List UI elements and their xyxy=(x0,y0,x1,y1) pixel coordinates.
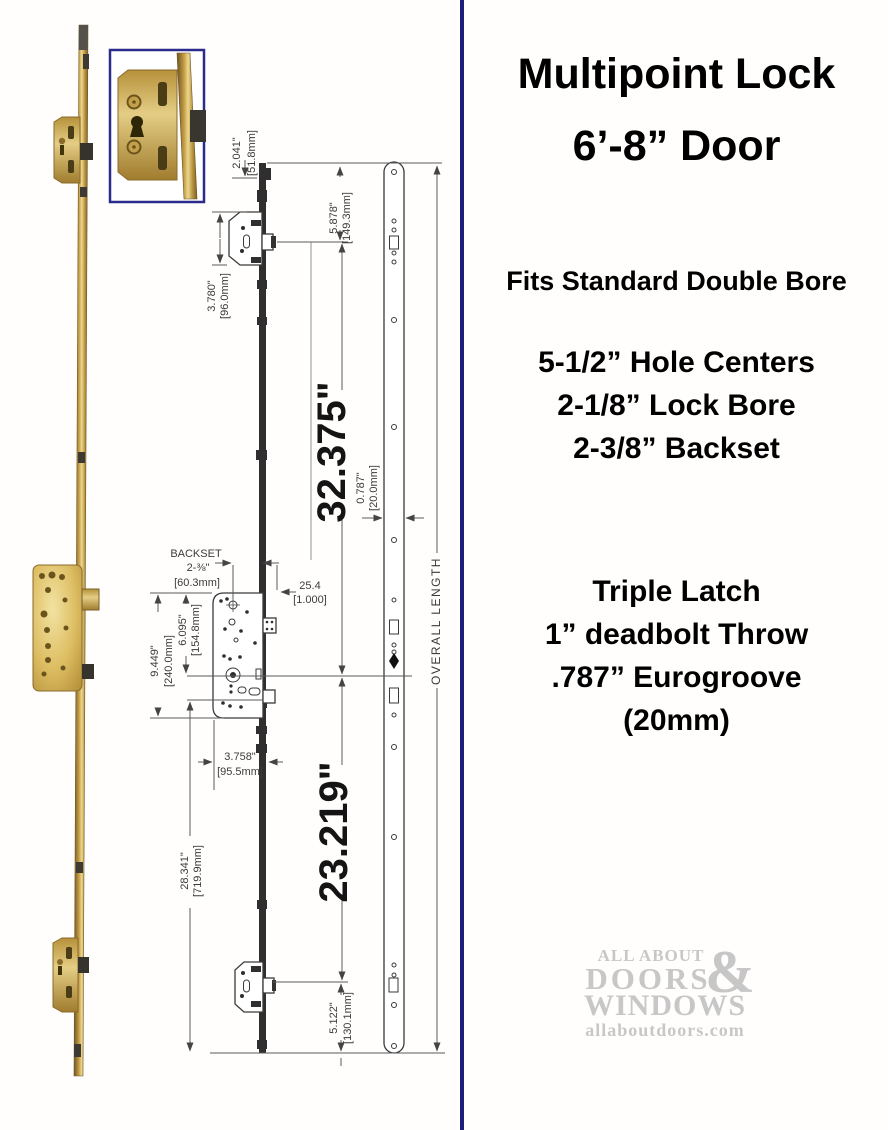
svg-text:0.787": 0.787" xyxy=(355,472,367,504)
spec-lock-bore: 2-1/8” Lock Bore xyxy=(557,389,796,422)
svg-text:[60.3mm]: [60.3mm] xyxy=(174,577,220,589)
logo-all-about: ALL ABOUT xyxy=(597,946,705,965)
svg-text:[51.8mm]: [51.8mm] xyxy=(246,130,258,176)
logo-url: allaboutdoors.com xyxy=(585,1020,745,1040)
photo-center-latch-bolt xyxy=(82,664,94,679)
gearbox-deadbolt-drawing xyxy=(263,690,275,703)
svg-text:28.341": 28.341" xyxy=(179,852,191,890)
svg-text:23.219": 23.219" xyxy=(312,761,356,903)
feature-deadbolt-throw: 1” deadbolt Throw xyxy=(544,618,809,651)
svg-text:5.878": 5.878" xyxy=(328,202,340,234)
logo-doors: DOORS xyxy=(585,961,711,996)
dim-2041 xyxy=(231,130,258,178)
svg-text:5.122": 5.122" xyxy=(328,1002,340,1034)
svg-text:9.449": 9.449" xyxy=(149,645,161,677)
svg-text:[20.0mm]: [20.0mm] xyxy=(368,465,380,511)
dim-32375 xyxy=(310,244,354,674)
svg-text:[719.9mm]: [719.9mm] xyxy=(192,845,204,897)
svg-text:[96.0mm]: [96.0mm] xyxy=(219,273,231,319)
gearbox-drawing xyxy=(213,593,276,718)
svg-text:3.780": 3.780" xyxy=(206,280,218,312)
feature-eurogroove: .787” Eurogroove xyxy=(551,661,802,694)
svg-text:[130.1mm]: [130.1mm] xyxy=(342,992,354,1044)
faceplate-front-view xyxy=(384,162,404,1053)
title-line-2: 6’-8” Door xyxy=(572,122,781,170)
svg-text:[240.0mm]: [240.0mm] xyxy=(163,635,175,687)
dim-5122 xyxy=(328,984,354,1066)
logo-ampersand: & xyxy=(705,939,755,1005)
svg-text:BACKSET: BACKSET xyxy=(170,548,222,560)
bottom-latch-drawing xyxy=(235,962,276,1012)
photo-deadbolt xyxy=(82,589,99,610)
dim-28341 xyxy=(179,702,204,1051)
svg-text:2.041": 2.041" xyxy=(231,137,243,169)
svg-text:3.758": 3.758" xyxy=(224,751,256,763)
title-line-1: Multipoint Lock xyxy=(517,50,836,98)
dim-23219 xyxy=(312,678,356,980)
gearbox-latch-drawing xyxy=(263,618,276,633)
spec-list xyxy=(465,341,888,470)
svg-text:2-⅜": 2-⅜" xyxy=(186,562,210,574)
dim-254-throw xyxy=(277,565,327,606)
dim-3758 xyxy=(198,720,283,790)
feature-list xyxy=(465,570,888,742)
spec-hole-centers: 5-1/2” Hole Centers xyxy=(538,346,815,379)
svg-text:32.375": 32.375" xyxy=(310,381,354,523)
dim-overall-length xyxy=(429,166,443,1051)
subtitle: Fits Standard Double Bore xyxy=(506,266,847,296)
svg-text:[149.3mm]: [149.3mm] xyxy=(341,192,353,244)
top-latch-drawing xyxy=(229,212,276,265)
company-logo xyxy=(583,939,755,1041)
svg-text:25.4: 25.4 xyxy=(299,580,321,592)
dim-5878 xyxy=(328,167,353,244)
inset-latch-bolt xyxy=(190,110,206,142)
svg-text:[1.000]: [1.000] xyxy=(293,594,327,606)
photo-strip-top-cap xyxy=(79,25,88,50)
page-title xyxy=(465,38,888,182)
feature-eurogroove-mm: (20mm) xyxy=(623,704,730,737)
svg-text:[154.8mm]: [154.8mm] xyxy=(190,604,202,656)
svg-text:[95.5mm]: [95.5mm] xyxy=(217,766,263,778)
vertical-divider xyxy=(460,0,464,1130)
spec-backset: 2-3/8” Backset xyxy=(573,432,780,465)
svg-text:OVERALL LENGTH: OVERALL LENGTH xyxy=(429,557,443,685)
dim-6095 xyxy=(177,595,202,673)
feature-triple-latch: Triple Latch xyxy=(592,575,761,608)
photo-bottom-latch-bolt xyxy=(78,957,89,973)
inset-photo xyxy=(110,50,206,202)
photo-top-latch-bolt xyxy=(80,143,93,160)
logo-windows: WINDOWS xyxy=(583,989,747,1022)
svg-text:6.095": 6.095" xyxy=(177,614,189,646)
photo-gearbox xyxy=(33,565,99,691)
